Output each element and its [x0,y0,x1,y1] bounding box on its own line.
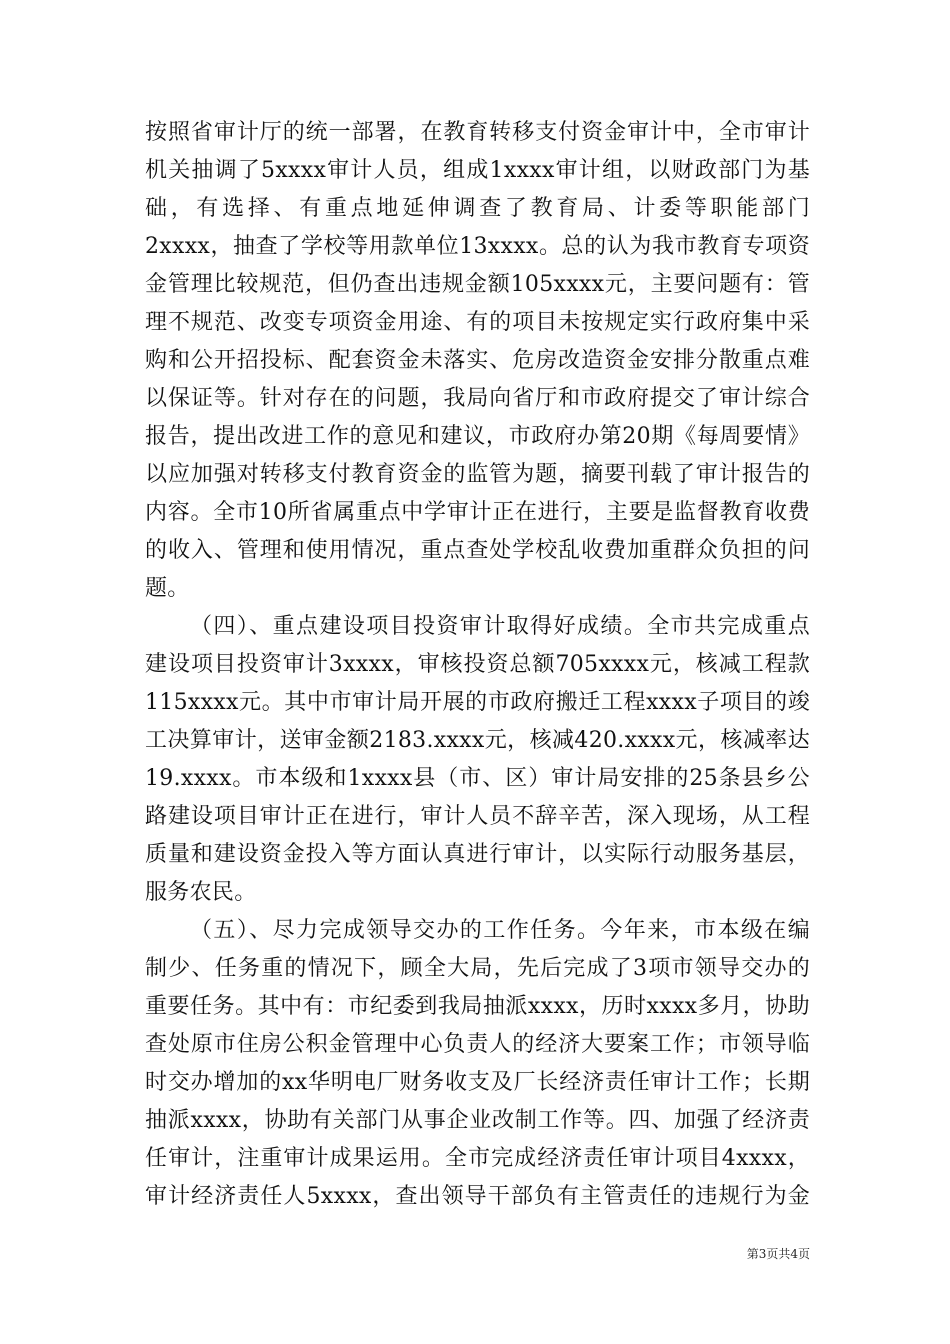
page-number: 第3页共4页 [746,1247,810,1261]
text-line: 路建设项目审计正在进行，审计人员不辞辛苦，深入现场，从工程 [145,804,810,829]
section-heading-line: （五）、尽力完成领导交办的工作任务。今年来，市本级在编 [190,918,810,943]
text-line: 19.xxxx。市本级和1xxxx县（市、区）审计局安排的25条县乡公 [145,766,810,791]
text-line: 理不规范、改变专项资金用途、有的项目未按规定实行政府集中采 [145,310,810,335]
text-line: 服务农民。 [145,880,257,905]
text-line: 按照省审计厅的统一部署，在教育转移支付资金审计中，全市审计 [145,120,810,145]
text-line: 购和公开招投标、配套资金未落实、危房改造资金安排分散重点难 [145,348,810,373]
text-line: 报告，提出改进工作的意见和建议，市政府办第20期《每周要情》 [145,424,810,449]
text-line: 115xxxx元。其中市审计局开展的市政府搬迁工程xxxx子项目的竣 [145,690,810,715]
text-line: 建设项目投资审计3xxxx，审核投资总额705xxxx元，核减工程款 [145,652,810,677]
text-line: 2xxxx，抽查了学校等用款单位13xxxx。总的认为我市教育专项资 [145,234,810,259]
text-line: 抽派xxxx，协助有关部门从事企业改制工作等。四、加强了经济责 [145,1108,810,1133]
text-line: 任审计，注重审计成果运用。全市完成经济责任审计项目4xxxx， [145,1146,810,1171]
text-line: 审计经济责任人5xxxx，查出领导干部负有主管责任的违规行为金 [145,1184,810,1209]
text-line: 金管理比较规范，但仍查出违规金额105xxxx元，主要问题有：管 [145,272,810,297]
text-line: 内容。全市10所省属重点中学审计正在进行，主要是监督教育收费 [145,500,810,525]
text-line: 以保证等。针对存在的问题，我局向省厅和市政府提交了审计综合 [145,386,810,411]
text-line: 题。 [145,576,190,601]
text-line: 质量和建设资金投入等方面认真进行审计，以实际行动服务基层， [145,842,810,867]
text-line: 查处原市住房公积金管理中心负责人的经济大要案工作；市领导临 [145,1032,810,1057]
text-line: 机关抽调了5xxxx审计人员，组成1xxxx审计组，以财政部门为基 [145,158,810,183]
text-line: 时交办增加的xx华明电厂财务收支及厂长经济责任审计工作；长期 [145,1070,810,1095]
text-line: 重要任务。其中有：市纪委到我局抽派xxxx，历时xxxx多月，协助 [145,994,810,1019]
section-heading-line: （四）、重点建设项目投资审计取得好成绩。全市共完成重点 [190,614,810,639]
text-line: 以应加强对转移支付教育资金的监管为题，摘要刊载了审计报告的 [145,462,810,487]
text-line: 工决算审计，送审金额2183.xxxx元，核减420.xxxx元，核减率达 [145,728,810,753]
text-line: 的收入、管理和使用情况，重点查处学校乱收费加重群众负担的问 [145,538,810,563]
text-line: 制少、任务重的情况下，顾全大局，先后完成了3项市领导交办的 [145,956,810,981]
text-line: 础，有选择、有重点地延伸调查了教育局、计委等职能部门 [145,196,810,221]
